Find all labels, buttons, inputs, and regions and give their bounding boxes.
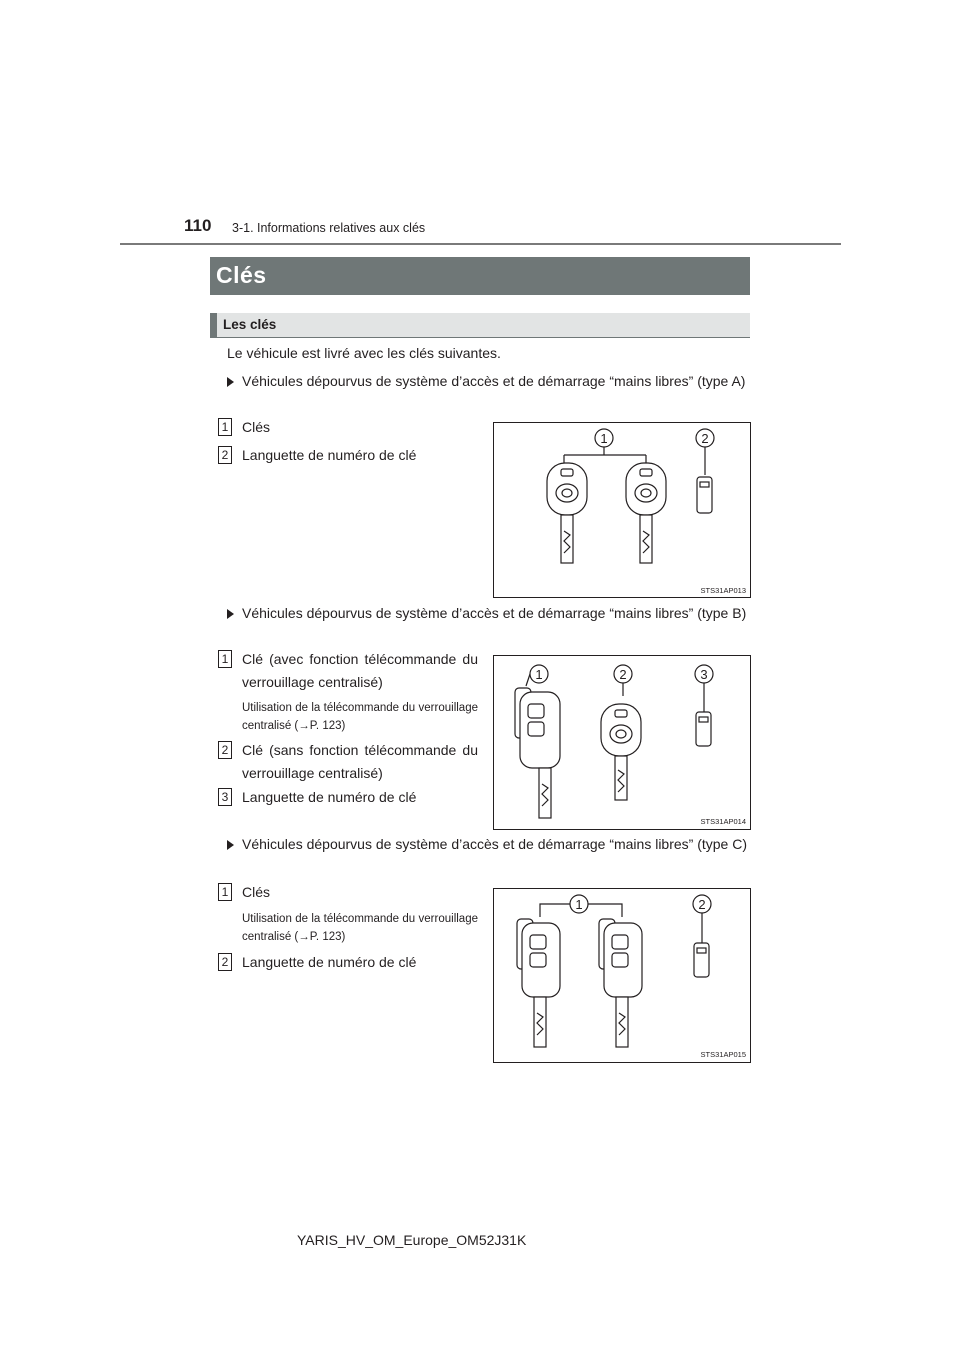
figure-code: STS31AP013 [700,586,746,595]
page-number: 110 [184,216,212,235]
subsection-accent [210,313,217,337]
item-number-badge: 1 [218,883,232,901]
type-b-heading [242,602,750,625]
subsection-divider [210,337,750,338]
bullet-triangle-icon [227,377,234,387]
callout-label: 1 [575,897,583,912]
item-number-badge: 2 [218,446,232,464]
type-a-keys-illustration [494,423,750,597]
type-a-heading-text: Véhicules dépourvus de système d’accès et de démarrage “mains libres” (type A) [242,373,746,389]
figure-code: STS31AP014 [700,817,746,826]
type-b-item-1-note: Utilisation de la télécommande du verrouillage centralisé (→P. 123) [242,702,478,732]
intro-text: Le véhicule est livré avec les clés suivantes. [227,345,501,361]
type-c-item-2: Languette de numéro de clé [242,954,417,970]
type-c-item-1: Clés [242,884,271,900]
document-code-footer: YARIS_HV_OM_Europe_OM52J31K [297,1232,527,1248]
bullet-triangle-icon [227,840,234,850]
header-divider [120,243,841,245]
bullet-triangle-icon [227,609,234,619]
type-c-item-1-note: Utilisation de la télécommande du verrouillage centralisé (→P. 123) [242,913,478,943]
callout-label: 3 [700,667,708,682]
subsection-banner [210,313,750,337]
type-c-keys-illustration [494,889,750,1062]
type-c-heading [242,833,750,856]
type-a-item-1: Clés [242,419,271,435]
section-title: Clés [216,262,267,288]
item-number-badge: 1 [218,650,232,668]
type-c-heading-text: Véhicules dépourvus de système d’accès et de démarrage “mains libres” (type C) [242,836,748,852]
type-b-item-1: Clé (avec fonction télécommande du verrouillage centralisé) [242,651,478,690]
type-b-item-3: Languette de numéro de clé [242,789,417,805]
section-banner [210,257,750,295]
type-a-item-2: Languette de numéro de clé [242,447,417,463]
type-b-keys-illustration [494,656,750,829]
callout-label: 1 [600,431,608,446]
callout-label: 2 [698,897,706,912]
type-a-heading [242,370,750,393]
type-b-figure [493,655,751,830]
callout-label: 1 [535,667,543,682]
item-number-badge: 1 [218,418,232,436]
type-b-heading-text: Véhicules dépourvus de système d’accès et de démarrage “mains libres” (type B) [242,605,747,621]
subsection-title: Les clés [223,317,277,332]
type-a-figure [493,422,751,598]
callout-label: 2 [619,667,627,682]
item-number-badge: 3 [218,788,232,806]
item-number-badge: 2 [218,741,232,759]
callout-label: 2 [701,431,709,446]
type-b-item-2: Clé (sans fonction télécommande du verrouillage centralisé) [242,742,478,781]
item-number-badge: 2 [218,953,232,971]
type-c-figure [493,888,751,1063]
figure-code: STS31AP015 [700,1050,746,1059]
chapter-title: 3-1. Informations relatives aux clés [232,221,426,235]
